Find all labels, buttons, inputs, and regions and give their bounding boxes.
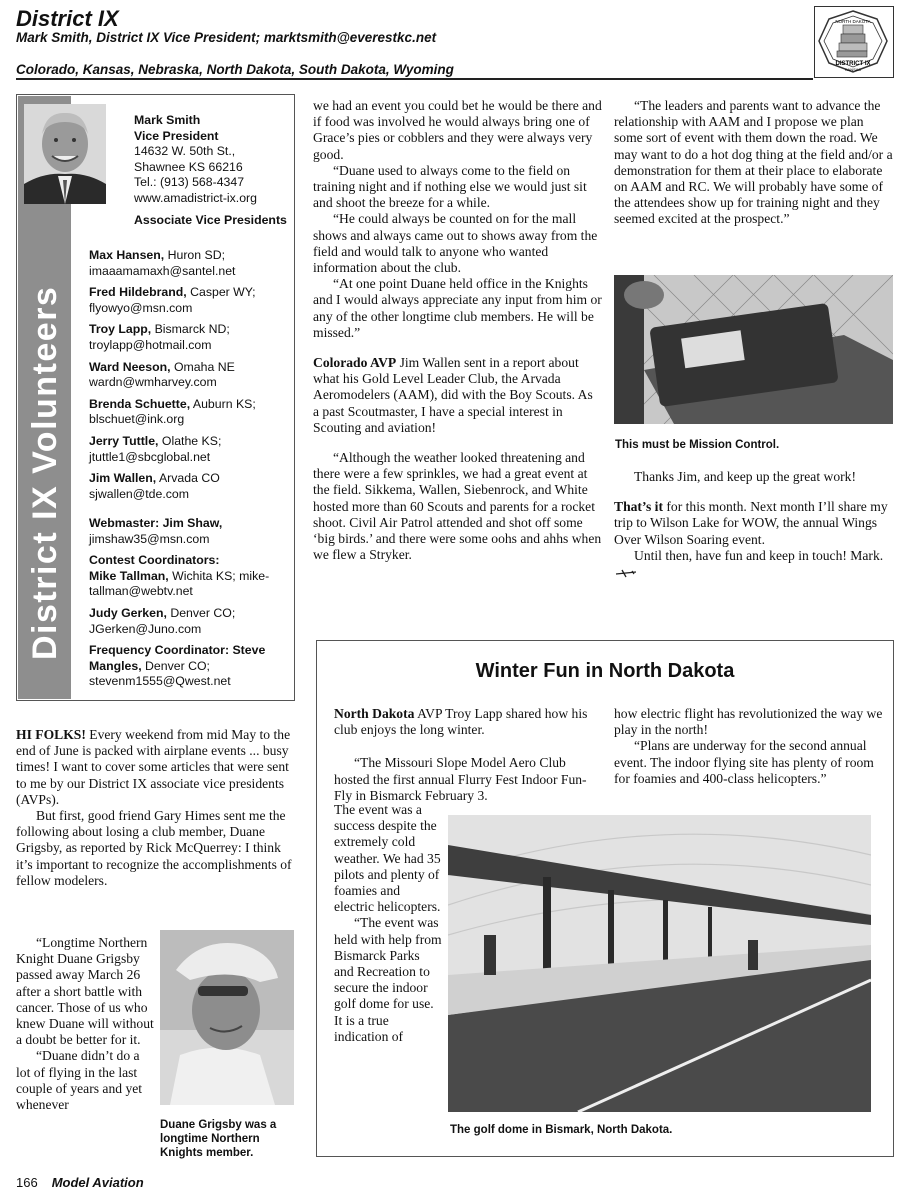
paragraph-text: for this month. Next month I’ll share my trip to Wilson Lake for WOW, the annual Wings Over Wilson Soaring event.	[614, 499, 888, 547]
paragraph-text: Jim Wallen sent in a report about what his Gold Level Leader Club, the Arvada Aeromodelers (AAM), did with the Boy Scouts. As a past Scoutmaster, I have a special interest in Scouting and aviation!	[313, 355, 593, 435]
sidebar-vertical-label: District IX Volunteers	[26, 285, 64, 660]
vp-tel: Tel.: (913) 568-4347	[134, 175, 245, 190]
avp-name: Troy Lapp,	[89, 322, 152, 337]
webmaster-email[interactable]: jimshaw35@msn.com	[89, 531, 210, 546]
header-rule	[16, 78, 813, 80]
paragraph: “The Missouri Slope Model Aero Club hosted the first annual Flurry Fest Indoor Fun-Fly in Bismarck February 3.	[334, 755, 587, 803]
freq-label: Frequency Coordinator: Steve Mangles,	[89, 643, 266, 673]
webmaster-label: Webmaster: Jim Shaw,	[89, 516, 223, 530]
box-column-1	[334, 706, 600, 804]
avp-place: Omaha NE	[170, 359, 235, 374]
avp-email[interactable]: jtuttle1@sbcglobal.net	[89, 449, 211, 464]
article-column-1	[16, 727, 298, 889]
paragraph-text: AVP Troy Lapp shared how his club enjoys the long winter.	[334, 706, 588, 738]
paragraph	[334, 706, 600, 738]
coordinators-block	[89, 516, 294, 696]
paragraph: “Plans are underway for the second annual event. The indoor flying site has plenty of room for foamies and 400-class helicopters.”	[614, 738, 874, 786]
vp-contact-line: Mark Smith, District IX Vice President; marktsmith@everestkc.net	[16, 30, 437, 45]
avp-list	[89, 248, 294, 508]
paragraph	[313, 355, 602, 436]
photo-caption: Duane Grigsby was a longtime Northern Knights member.	[160, 1119, 277, 1159]
avp-email[interactable]: wardn@wmharvey.com	[89, 375, 217, 390]
avp-email[interactable]: imaaamamaxh@santel.net	[89, 263, 236, 278]
vp-role: Vice President	[134, 128, 219, 143]
photo-caption: The golf dome in Bismark, North Dakota.	[450, 1124, 673, 1136]
avp-entry	[89, 471, 294, 502]
paragraph: “At one point Duane held office in the Knights and I would always appreciate any input from him or any of the other longtime club members. He will be missed.”	[313, 276, 602, 340]
airplane-icon	[614, 568, 638, 578]
avp-place: Arvada CO	[156, 471, 220, 486]
box-column-2	[614, 706, 884, 787]
photo-golf-dome	[448, 815, 871, 1112]
avp-place: Auburn KS;	[190, 396, 256, 411]
paragraph	[16, 727, 298, 808]
vp-address1: 14632 W. 50th St.,	[134, 144, 236, 159]
freq-rest: Denver CO; stevenm1555@Qwest.net	[89, 658, 231, 689]
paragraph: “The event was held with help from Bismarck Parks and Recreation to secure the indoor golf dome for use. It is a true indication of	[334, 915, 442, 1044]
states-line: Colorado, Kansas, Nebraska, North Dakota, South Dakota, Wyoming	[16, 62, 454, 77]
page-footer	[16, 1175, 144, 1190]
paragraph: “Duane used to always come to the field on training night and if nothing else we would just sit and shoot the breeze for a while.	[313, 162, 587, 211]
avp-name: Jerry Tuttle,	[89, 433, 159, 448]
contest2-rest: Denver CO; JGerken@Juno.com	[89, 605, 236, 636]
article-column-3-continued	[614, 469, 894, 580]
paragraph: we had an event you could bet he would be there and if food was involved he would always bring one of Grace’s pies or cobblers and they were always very good.	[313, 98, 602, 162]
paragraph: “Longtime Northern Knight Duane Grigsby passed away March 26 after a short battle with cancer. Those of us who knew Duane will without a doubt be better for it.	[16, 935, 154, 1048]
district-logo	[814, 6, 894, 78]
contest2-name: Judy Gerken,	[89, 605, 167, 620]
magazine-name: Model Aviation	[51, 1175, 144, 1190]
avp-name: Max Hansen,	[89, 248, 165, 262]
paragraph: “The leaders and parents want to advance the relationship with AAM and I propose we plan some sort of event with them down the road. We may want to do a hot dog thing at the field and/or a demonstration for them at their place to elaborate on AAM and RC. We will probably have some of the attendees show up for training night and they seemed excited at the prospect.”	[614, 98, 893, 227]
article-column-1-narrow	[16, 935, 154, 1113]
avp-place: Casper WY;	[186, 285, 256, 300]
photo-caption: This must be Mission Control.	[615, 439, 780, 451]
avp-entry	[89, 360, 294, 391]
article-column-3	[614, 98, 894, 228]
logo-text-top: NORTH DAKOTA	[835, 19, 871, 24]
logo-text-bot: KANSAS	[844, 67, 862, 72]
avp-email[interactable]: sjwallen@tde.com	[89, 486, 189, 501]
paragraph: “He could always be counted on for the mall shows and always came out to shows away from the field and would talk to anyone who wanted information about the club.	[313, 211, 598, 276]
avp-heading: Associate Vice Presidents	[134, 212, 287, 227]
avp-place: Huron SD;	[164, 248, 226, 262]
avp-entry	[89, 434, 294, 465]
paragraph: “Duane didn’t do a lot of flying in the last couple of years and yet whenever	[16, 1048, 143, 1113]
lead-in: That’s it	[614, 499, 663, 515]
lead-in: Colorado AVP	[313, 355, 397, 371]
paragraph	[614, 499, 894, 548]
vp-web[interactable]: www.amadistrict-ix.org	[134, 190, 257, 205]
paragraph: how electric flight has revolutionized the way we play in the north!	[614, 706, 883, 738]
avp-place: Olathe KS;	[158, 433, 222, 448]
avp-email[interactable]: blschuet@ink.org	[89, 412, 185, 427]
logo-text-mid: DISTRICT IX	[835, 61, 871, 67]
avp-entry	[89, 248, 294, 279]
paragraph: But first, good friend Gary Himes sent me the following about losing a club member, Duane Grigsby, as reported by Rick McQuerrey: I think it’s important to recognize the accomplishments of fellow modelers.	[16, 808, 292, 888]
photo-mission-control	[614, 275, 893, 424]
lead-in: HI FOLKS!	[16, 727, 86, 742]
photo-duane-grigsby	[160, 930, 294, 1105]
paragraph-text: Every weekend from mid May to the end of June is packed with airplane events ... busy times! I want to cover some articles that were sent to me by our District IX associate vice presidents (AVPs).	[16, 727, 291, 807]
avp-name: Brenda Schuette,	[89, 396, 191, 411]
avp-entry	[89, 397, 294, 428]
page-number: 166	[16, 1175, 38, 1190]
lead-in: North Dakota	[334, 706, 415, 721]
avp-email[interactable]: flyowyo@msn.com	[89, 300, 193, 315]
vp-contact-block	[134, 113, 294, 228]
section-title: District IX	[16, 6, 119, 31]
article-column-2	[313, 98, 602, 563]
paragraph: Thanks Jim, and keep up the great work!	[634, 469, 856, 484]
avp-email[interactable]: troylapp@hotmail.com	[89, 337, 212, 352]
vp-name: Mark Smith	[134, 113, 201, 127]
contest1-rest: Wichita KS; mike-tallman@webtv.net	[89, 568, 270, 599]
paragraph	[614, 548, 894, 580]
avp-name: Fred Hildebrand,	[89, 285, 187, 300]
photo-mark-smith	[24, 104, 106, 204]
contest-label: Contest Coordinators:	[89, 553, 220, 568]
avp-entry	[89, 285, 294, 316]
box-column-1-narrow	[334, 802, 442, 1045]
contest1-name: Mike Tallman,	[89, 568, 169, 583]
paragraph: “Although the weather looked threatening and there were a few sprinkles, we had a great event at the field. Sikkema, Wallen, Siebenrock, and White hosted more than 60 Scouts and parents for a rocket shoot. Civil Air Patrol attended and shot off some ‘big birds.’ and there were some oohs and ahhs when we flew a Stryker.	[313, 450, 602, 563]
paragraph: The event was a success despite the extremely cold weather. We had 35 pilots and plenty of foamies and electric helicopters.	[334, 802, 441, 915]
avp-name: Ward Neeson,	[89, 359, 171, 374]
avp-name: Jim Wallen,	[89, 471, 157, 486]
box-article-title: Winter Fun in North Dakota	[475, 660, 735, 682]
avp-place: Bismarck ND;	[151, 322, 230, 337]
paragraph-text: Until then, have fun and keep in touch! Mark.	[634, 547, 884, 563]
vp-address2: Shawnee KS 66216	[134, 159, 243, 174]
avp-entry	[89, 322, 294, 353]
